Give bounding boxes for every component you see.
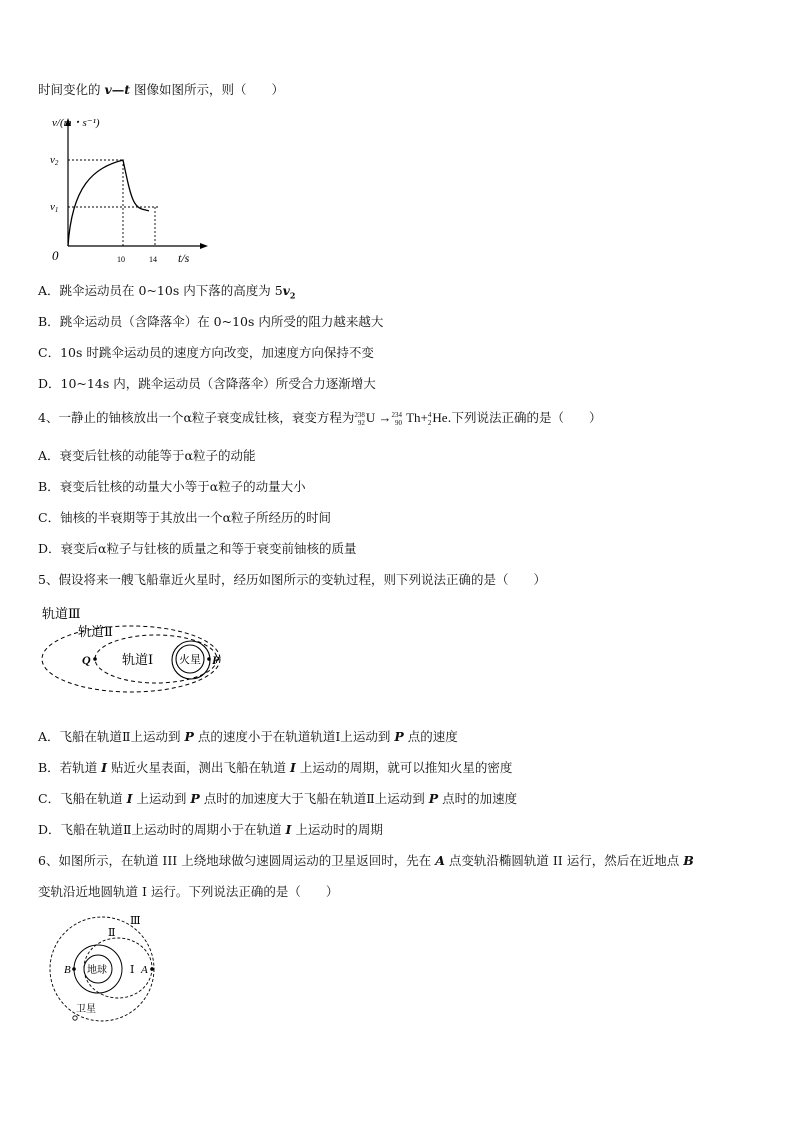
var-p: P xyxy=(190,791,200,806)
option-text: 上运动时的周期 xyxy=(291,822,383,837)
var-t: t xyxy=(124,82,131,97)
dash: — xyxy=(111,82,125,97)
option-text: 飞船在轨道Ⅱ上运动到 xyxy=(59,729,185,744)
var-b: B xyxy=(683,853,694,868)
option-text: 贴近火星表面，测出飞船在轨道 xyxy=(107,760,290,775)
orbit-i-label: Ⅰ xyxy=(130,964,135,976)
question-6-stem-line1 xyxy=(38,853,694,869)
option-text: 衰变后钍核的动能等于α粒子的动能 xyxy=(59,448,256,463)
velocity-curve xyxy=(68,160,149,246)
option-text: 点的速度 xyxy=(403,729,458,744)
option-letter: D． xyxy=(38,822,61,837)
option-text: 上运动的周期，就可以推知火星的密度 xyxy=(295,760,513,775)
option-text: 跳伞运动员在 0~10s 内下落的高度为 5 xyxy=(59,283,283,298)
option-letter: C． xyxy=(38,345,61,360)
option-letter: D． xyxy=(38,376,61,391)
option-text: 上运动到 xyxy=(132,791,191,806)
u-isotope-numbers: 238 92 xyxy=(354,411,365,428)
option-5a[interactable] xyxy=(38,729,458,745)
var-i: I xyxy=(289,760,296,775)
option-letter: D． xyxy=(38,541,61,556)
option-letter: B． xyxy=(38,760,60,775)
option-letter: A． xyxy=(38,448,60,463)
option-text: 10~14s 内，跳伞运动员（含降落伞）所受合力逐渐增大 xyxy=(60,376,376,391)
stem-text: 时间变化的 xyxy=(38,82,105,97)
earth-orbit-diagram xyxy=(44,908,164,1026)
thorium-symbol: Th xyxy=(406,410,421,425)
option-text: 飞船在轨道Ⅱ上运动时的周期小于在轨道 xyxy=(60,822,286,837)
var-i: I xyxy=(126,791,133,806)
option-5c[interactable] xyxy=(38,791,517,807)
b-label: B xyxy=(64,964,71,976)
satellite-label: 卫星 xyxy=(76,1004,96,1015)
option-letter: A． xyxy=(38,729,60,744)
option-text: 跳伞运动员（含降落伞）在 0~10s 内所受的阻力越来越大 xyxy=(59,314,384,329)
orbit-3-label: 轨道Ⅲ xyxy=(42,606,81,621)
option-letter: B． xyxy=(38,314,60,329)
th-isotope-numbers: 234 90 xyxy=(391,411,403,428)
q-label: Q xyxy=(82,653,91,667)
y-axis-label: v/(m・s⁻¹) xyxy=(52,117,100,129)
var-p: P xyxy=(428,791,439,806)
option-text: 衰变后钍核的动量大小等于α粒子的动量大小 xyxy=(59,479,306,494)
option-text: 点的速度小于在轨道轨道Ⅰ上运动到 xyxy=(193,729,395,744)
option-4d[interactable] xyxy=(38,541,356,557)
var-i: I xyxy=(101,760,108,775)
option-text: 点时的加速度大于飞船在轨道Ⅱ上运动到 xyxy=(199,791,429,806)
tick-10: 10 xyxy=(117,255,125,264)
stem-text-end: .下列说法正确的是（ ） xyxy=(447,410,602,425)
arrow: → xyxy=(378,410,392,425)
stem-text: 6、如图所示，在轨道 III 上绕地球做匀速圆周运动的卫星返回时，先在 xyxy=(38,853,436,868)
point-q xyxy=(93,657,97,661)
uranium-symbol: U xyxy=(365,410,376,425)
var-p: P xyxy=(394,729,404,744)
option-letter: C． xyxy=(38,791,61,806)
option-3d[interactable] xyxy=(38,376,376,392)
option-letter: B． xyxy=(38,479,60,494)
question-stem-continuation xyxy=(38,82,284,98)
plus: + xyxy=(420,410,428,425)
p-label: P xyxy=(212,653,220,667)
point-p xyxy=(207,657,211,661)
question-6-stem-line2 xyxy=(38,884,338,900)
option-text: 10s 时跳伞运动员的速度方向改变，加速度方向保持不变 xyxy=(60,345,374,360)
stem-text: 点变轨沿椭圆轨道 II 运行，然后在近地点 xyxy=(444,853,684,868)
option-5d[interactable] xyxy=(38,822,383,838)
option-3b[interactable] xyxy=(38,314,383,330)
option-4b[interactable] xyxy=(38,479,306,495)
he-isotope-numbers: 4 2 xyxy=(427,411,432,428)
tick-14: 14 xyxy=(149,255,157,264)
option-letter: C． xyxy=(38,510,61,525)
helium-symbol: He xyxy=(432,410,448,425)
point-b xyxy=(72,967,76,971)
option-text: 点时的加速度 xyxy=(438,791,518,806)
decay-equation xyxy=(354,410,448,428)
orbit-1-label: 轨道Ⅰ xyxy=(122,652,154,667)
stem-text-end: 图像如图所示，则（ ） xyxy=(130,82,285,97)
mars-label: 火星 xyxy=(179,654,201,666)
mars-orbit-diagram xyxy=(38,600,238,710)
satellite-icon xyxy=(73,1016,77,1020)
option-text: 飞船在轨道 xyxy=(60,791,127,806)
var-v: v xyxy=(104,82,112,97)
a-label: A xyxy=(141,964,148,976)
vt-graph xyxy=(36,110,216,270)
stem-text: 4、一静止的铀核放出一个α粒子衰变成钍核，衰变方程为 xyxy=(38,410,355,425)
option-4a[interactable] xyxy=(38,448,255,464)
option-4c[interactable] xyxy=(38,510,331,526)
orbit-ii-label: Ⅱ xyxy=(108,927,116,939)
x-axis-label: t/s xyxy=(178,251,190,265)
option-text: 铀核的半衰期等于其放出一个α粒子所经历的时间 xyxy=(60,510,332,525)
var-i: I xyxy=(285,822,292,837)
point-a xyxy=(150,967,154,971)
stem-text: 5、假设将来一艘飞船靠近火星时，经历如图所示的变轨过程，则下列说法正确的是（ ） xyxy=(38,572,546,587)
earth-label: 地球 xyxy=(87,965,107,976)
x-axis-arrow xyxy=(200,243,208,249)
option-text: 若轨道 xyxy=(59,760,102,775)
subscript: 2 xyxy=(289,290,296,301)
option-5b[interactable] xyxy=(38,760,512,776)
orbit-iii-label: Ⅲ xyxy=(130,915,141,927)
option-letter: A． xyxy=(38,283,60,298)
stem-text: 变轨沿近地圆轨道 I 运行。下列说法正确的是（ ） xyxy=(38,884,339,899)
question-4-stem xyxy=(38,410,602,427)
origin-label: 0 xyxy=(52,248,59,263)
option-3c[interactable] xyxy=(38,345,374,361)
var-v: v xyxy=(282,283,290,298)
tick-v1: v1 xyxy=(50,201,59,214)
var-a: A xyxy=(435,853,445,868)
option-3a[interactable] xyxy=(38,283,296,304)
question-5-stem xyxy=(38,572,546,588)
option-text: 衰变后α粒子与钍核的质量之和等于衰变前铀核的质量 xyxy=(60,541,357,556)
orbit-2-label: 轨道Ⅱ xyxy=(78,624,113,639)
var-p: P xyxy=(184,729,194,744)
tick-v2: v2 xyxy=(50,154,59,167)
